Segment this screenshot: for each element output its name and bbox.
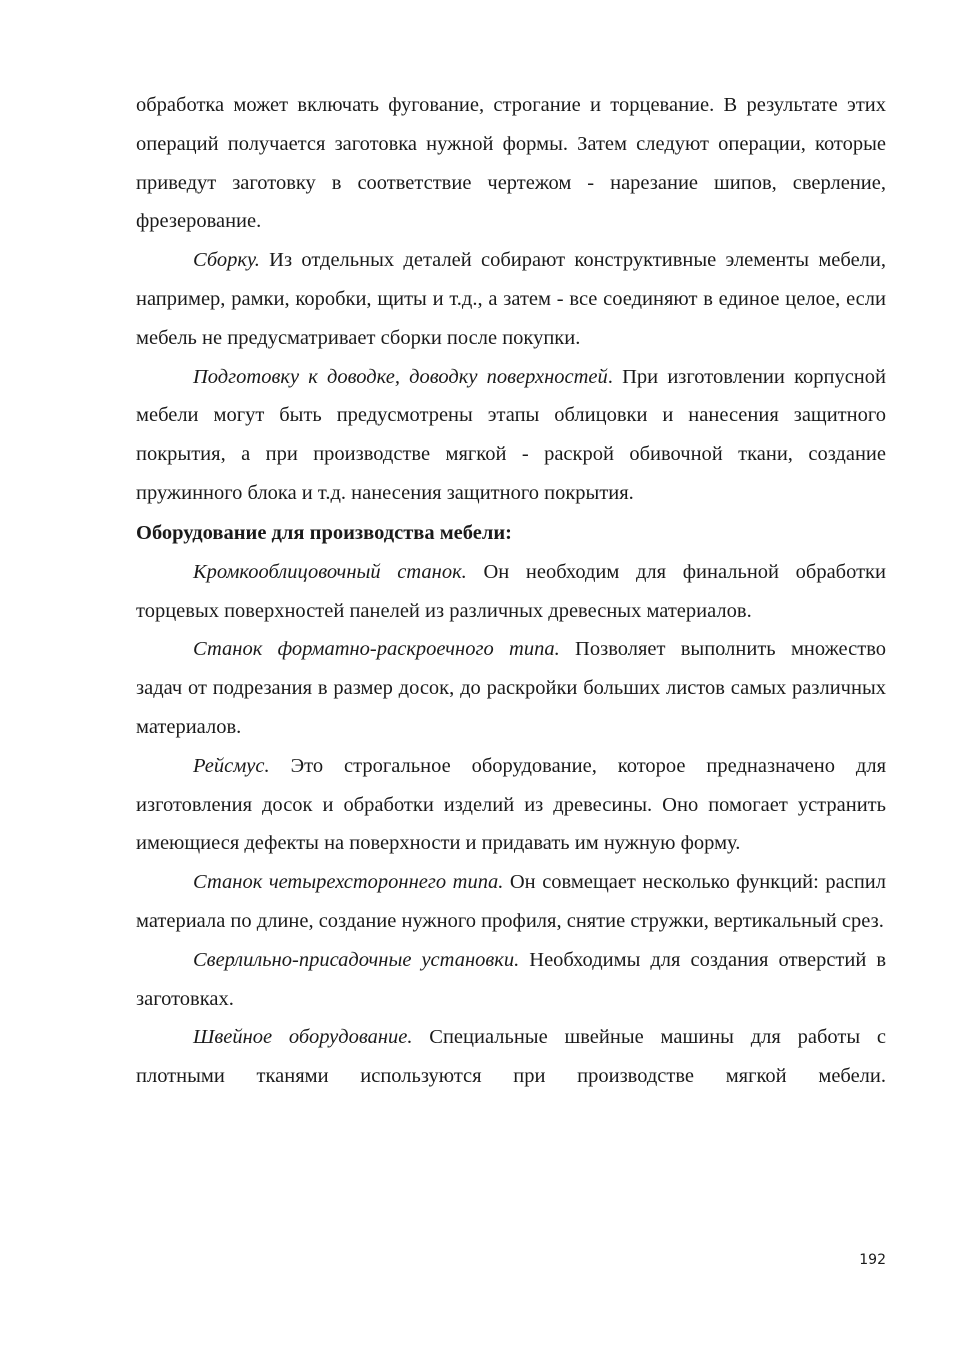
paragraph-processing (136, 86, 886, 241)
section-heading: Оборудование для производства мебели: (136, 521, 512, 544)
equipment-description: Необходимы для создания отверстий в заготовках. (136, 948, 887, 1010)
equipment-sewing (136, 1018, 886, 1096)
equipment-name: Кромкооблицовочный станок. (193, 560, 467, 583)
paragraph-text: обработка может включать фугование, строгание и торцевание. В результате этих операций получается заготовка нужной формы. Затем следуют операции, которые приведут заготовку в соответствие чертежом - нарезание шипов, сверление, фрезерование. (136, 94, 886, 233)
equipment-name: Сверлильно-присадочные установки. (193, 948, 520, 971)
equipment-description: Позволяет выполнить множество задач от подрезания в размер досок, до раскройки больших листов самых различных материалов. (136, 638, 886, 738)
paragraph-finishing (136, 358, 886, 513)
equipment-edge-banding (136, 553, 886, 631)
paragraph-text: Из отдельных деталей собирают конструктивные элементы мебели, например, рамки, коробки, щиты и т.д., а затем - все соединяют в единое целое, если мебель не предусматривает сборки после покупки. (136, 249, 886, 349)
paragraph-assembly (136, 241, 886, 357)
equipment-panel-saw (136, 630, 886, 746)
page-number: 192 (859, 1252, 886, 1268)
equipment-description: Специальные швейные машины для работы с плотными тканями используются при производстве мягкой мебели. (136, 1026, 886, 1088)
page-body (136, 86, 886, 1096)
paragraph-lead: Подготовку к доводке, доводку поверхностей (193, 365, 608, 388)
equipment-description: Он совмещает несколько функций: распил материала по длине, создание нужного профиля, снятие стружки, вертикальный срез. (136, 871, 886, 932)
equipment-name: Станок форматно-раскроечного типа. (193, 638, 560, 661)
equipment-name: Рейсмус. (193, 754, 270, 777)
paragraph-text: . При изготовлении корпусной мебели могут быть предусмотрены этапы облицовки и нанесения защитного покрытия, а при производстве мягкой - раскрой обивочной ткани, создание пружинного блока и т.д. нанесения защитного покрытия. (136, 365, 886, 504)
equipment-description: Он необходим для финальной обработки торцевых поверхностей панелей из различных древесных материалов. (136, 560, 886, 622)
equipment-description: Это строгальное оборудование, которое предназначено для изготовления досок и обработки изделий из древесины. Оно помогает устранить имеющиеся дефекты на поверхности и придавать им нужную форму. (136, 754, 886, 855)
paragraph-lead: Сборку. (193, 249, 260, 272)
equipment-four-sided (136, 863, 886, 941)
equipment-drilling (136, 941, 886, 1019)
equipment-name: Станок четырехстороннего типа. (193, 871, 504, 894)
equipment-name: Швейное оборудование. (193, 1026, 413, 1049)
equipment-thicknesser (136, 747, 886, 863)
